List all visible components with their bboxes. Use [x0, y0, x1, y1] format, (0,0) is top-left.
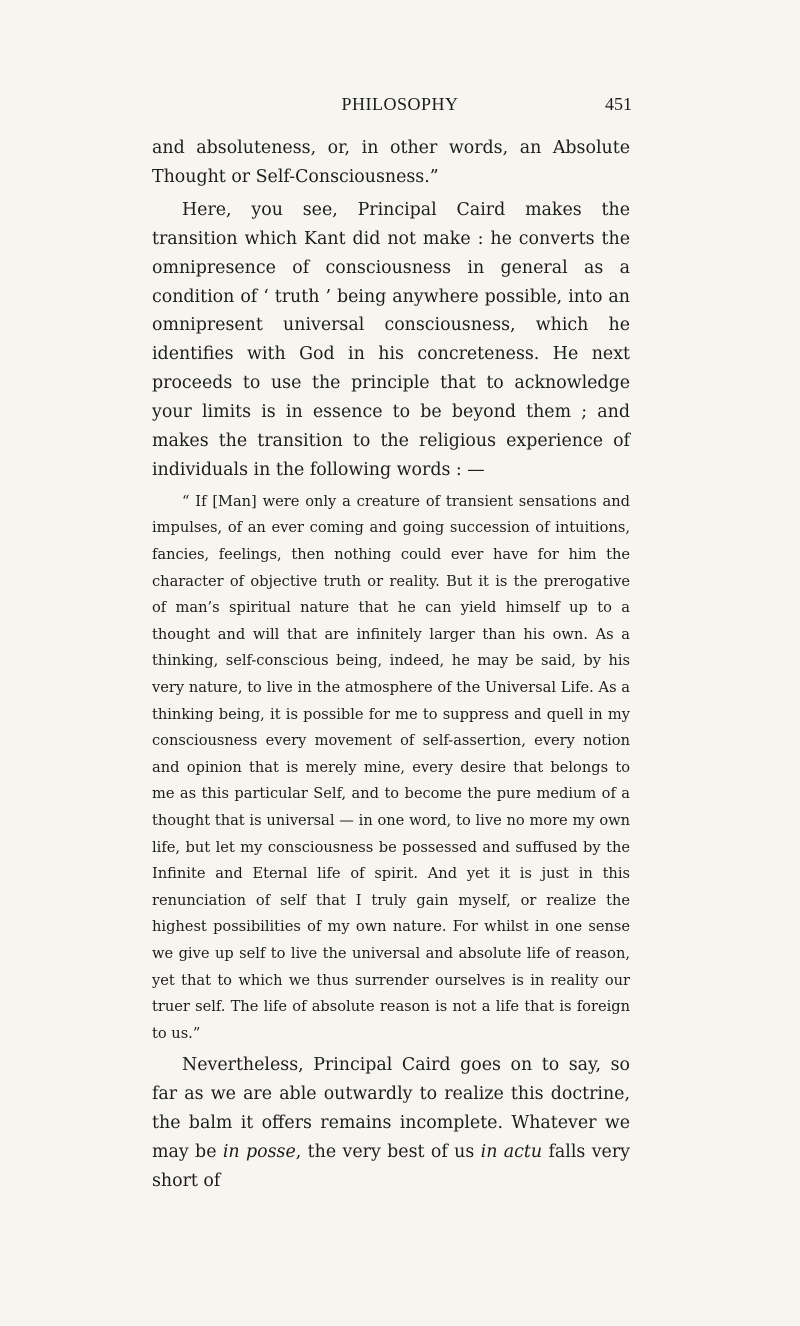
paragraph-text-middle: , the very best of us: [295, 1142, 481, 1163]
block-quotation: “ If [Man] were only a creature of transient sensations and impulses, of an ever coming and going succession of intuitions, fancies, feelings, then nothing could ever have for him the character of objective truth or reality. But it is the prerogative of man’s spiritual nature that he can yield himself up to a thought and will that are infinitely larger than his own. As a thinking, self-conscious being, indeed, he may be said, by his very nature, to live in the atmosphere of the Universal Life. As a thinking being, it is possible for me to suppress and quell in my consciousness every movement of self-assertion, every notion and opinion that is merely mine, every desire that belongs to me as this particular Self, and to become the pure medium of a thought that is universal — in one word, to live no more my own life, but let my consciousness be possessed and suffused by the Infinite and Eternal life of spirit. And yet it is just in this renunciation of self that I truly gain myself, or realize the highest possibilities of my own nature. For whilst in one sense we give up self to live the universal and absolute life of reason, yet that to which we thus surrender ourselves is in reality our truer self. The life of absolute reason is not a life that is foreign to us.”: [152, 492, 630, 1042]
italic-phrase-in-actu: in actu: [480, 1142, 543, 1163]
paragraph-continuation: and absoluteness, or, in other words, an Absolute Thought or Self-Consciousness.”: [152, 138, 630, 187]
body-text: [152, 134, 630, 1196]
running-title: PHILOSOPHY: [341, 94, 459, 114]
paragraph-nevertheless: [152, 1051, 630, 1196]
paragraph-text-end: falls very short of: [152, 1142, 630, 1191]
running-head: [0, 94, 800, 124]
italic-phrase-in-posse: in posse: [222, 1142, 296, 1163]
page-number: 451: [605, 94, 632, 114]
paragraph-transition: Here, you see, Principal Caird makes the transition which Kant did not make : he converts the omnipresence of consciousness in general as a condition of ‘ truth ’ being anywhere possible, into an omnipresent universal consciousness, which he identifies with God in his concreteness. He next proceeds to use the principle that to acknowledge your limits is in essence to be beyond them ; and makes the transition to the religious experience of individuals in the following words : —: [152, 199, 630, 480]
paragraph-text-start: Nevertheless, Principal Caird goes on to say, so far as we are able outwardly to realize this doctrine, the balm it offers remains incomplete. Whatever we may be: [152, 1055, 630, 1163]
